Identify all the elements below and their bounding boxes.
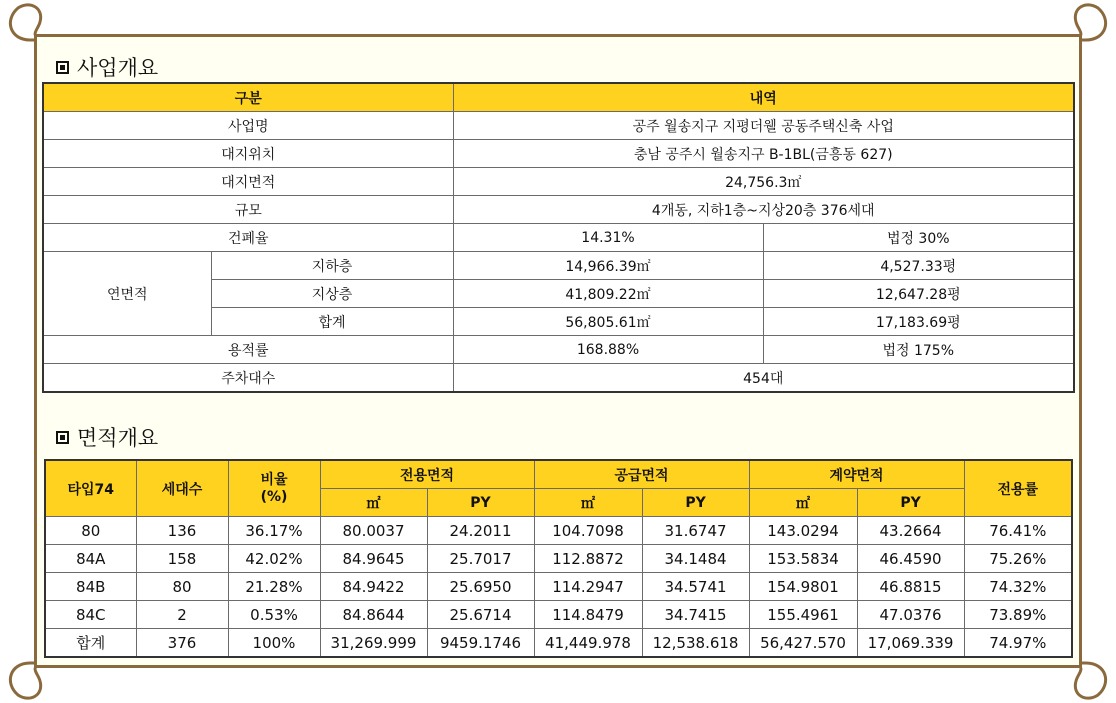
cell-co-sqm: 155.4961 [749,601,857,629]
table-row [45,517,1072,545]
header-contract: 계약면적 [749,460,964,489]
cell-type: 84C [45,601,136,629]
cell-type: 합계 [45,629,136,658]
cell-co-sqm: 154.9801 [749,573,857,601]
cell-units: 136 [136,517,228,545]
cell-su-py: 34.1484 [642,545,749,573]
cell-co-py: 17,069.339 [857,629,964,658]
table-row [45,573,1072,601]
header-exclusive: 전용면적 [320,460,534,489]
table-row: 지상층 41,809.22㎡ 12,647.28평 [43,280,1074,308]
cell-su-py: 34.5741 [642,573,749,601]
table-row [45,545,1072,573]
cell-su-sqm: 114.8479 [534,601,642,629]
cell-units: 80 [136,573,228,601]
square-bullet-icon [56,61,69,74]
cell-ex-py: 25.7017 [427,545,534,573]
cell-su-sqm: 104.7098 [534,517,642,545]
cell-ratio: 42.02% [228,545,320,573]
cell-type: 84A [45,545,136,573]
cell-ex-sqm: 84.8644 [320,601,427,629]
cell-units: 376 [136,629,228,658]
cell-rate: 76.41% [964,517,1072,545]
cell-su-sqm: 112.8872 [534,545,642,573]
cell-su-py: 31.6747 [642,517,749,545]
header-supply: 공급면적 [534,460,749,489]
table-row: 사업명 공주 월송지구 지평더웰 공동주택신축 사업 [43,112,1074,140]
cell-co-py: 47.0376 [857,601,964,629]
cell-rate: 73.89% [964,601,1072,629]
cell-units: 158 [136,545,228,573]
cell-ex-sqm: 31,269.999 [320,629,427,658]
cell-su-sqm: 114.2947 [534,573,642,601]
area-overview-table: 타입74 세대수 비율 (%) 전용면적 공급면적 계약면적 전용률 ㎡ PY ㎡ PY ㎡ PY 80 136 36.17% 80.0037 24.2011 104.7098 31.6747 143.0294 43.2664 76.41% 84A 158 42.02% 84.9645 25.7017 112.8872 34.1484 153.5834 46.4590 75.26% 84B 80 21.28% 84.9422 25.6950 114.2947 34.5741 154.9801 46.8815 74.32% 84C 2 0.53% 84.8644 25.6714 114.8479 34.7415 155.4961 47.0376 73.89% 합계 376 100% 31,269.999 9459.1746 41,449.978 12,538.618 56,427.570 17,069.339 74.97% [44,459,1073,658]
table-row: 연면적 지하층 14,966.39㎡ 4,527.33평 [43,252,1074,280]
table-row: 대지면적 24,756.3㎡ [43,168,1074,196]
cell-ex-py: 25.6714 [427,601,534,629]
header-details: 내역 [453,83,1074,112]
header-category: 구분 [43,83,453,112]
table-row [45,601,1072,629]
cell-ex-sqm: 84.9422 [320,573,427,601]
cell-ratio: 36.17% [228,517,320,545]
square-bullet-icon [56,431,69,444]
cell-type: 84B [45,573,136,601]
cell-co-sqm: 56,427.570 [749,629,857,658]
section-title-area: 면적개요 [56,422,158,452]
table-row: 대지위치 충남 공주시 월송지구 B-1BL(금흥동 627) [43,140,1074,168]
cell-type: 80 [45,517,136,545]
cell-ex-py: 9459.1746 [427,629,534,658]
business-overview-table [42,82,1075,393]
table-row: 건폐율 14.31% 법정 30% [43,224,1074,252]
table-row: 규모 4개동, 지하1층~지상20층 376세대 [43,196,1074,224]
cell-ratio: 100% [228,629,320,658]
cell-co-py: 46.4590 [857,545,964,573]
header-type: 타입74 [45,460,136,517]
table-row [45,629,1072,658]
cell-rate: 75.26% [964,545,1072,573]
cell-su-py: 34.7415 [642,601,749,629]
header-ratio: 비율 (%) [228,460,320,517]
cell-ratio: 21.28% [228,573,320,601]
cell-co-sqm: 143.0294 [749,517,857,545]
section-title-business: 사업개요 [56,52,158,82]
cell-co-sqm: 153.5834 [749,545,857,573]
table-row: 합계 56,805.61㎡ 17,183.69평 [43,308,1074,336]
header-exclusive-rate: 전용률 [964,460,1072,517]
cell-ratio: 0.53% [228,601,320,629]
cell-ex-sqm: 80.0037 [320,517,427,545]
cell-rate: 74.32% [964,573,1072,601]
cell-ex-py: 25.6950 [427,573,534,601]
cell-su-py: 12,538.618 [642,629,749,658]
header-units: 세대수 [136,460,228,517]
cell-units: 2 [136,601,228,629]
cell-ex-py: 24.2011 [427,517,534,545]
cell-rate: 74.97% [964,629,1072,658]
cell-co-py: 46.8815 [857,573,964,601]
cell-ex-sqm: 84.9645 [320,545,427,573]
cell-co-py: 43.2664 [857,517,964,545]
cell-su-sqm: 41,449.978 [534,629,642,658]
table-row: 주차대수 454대 [43,364,1074,393]
table-row: 용적률 168.88% 법정 175% [43,336,1074,364]
